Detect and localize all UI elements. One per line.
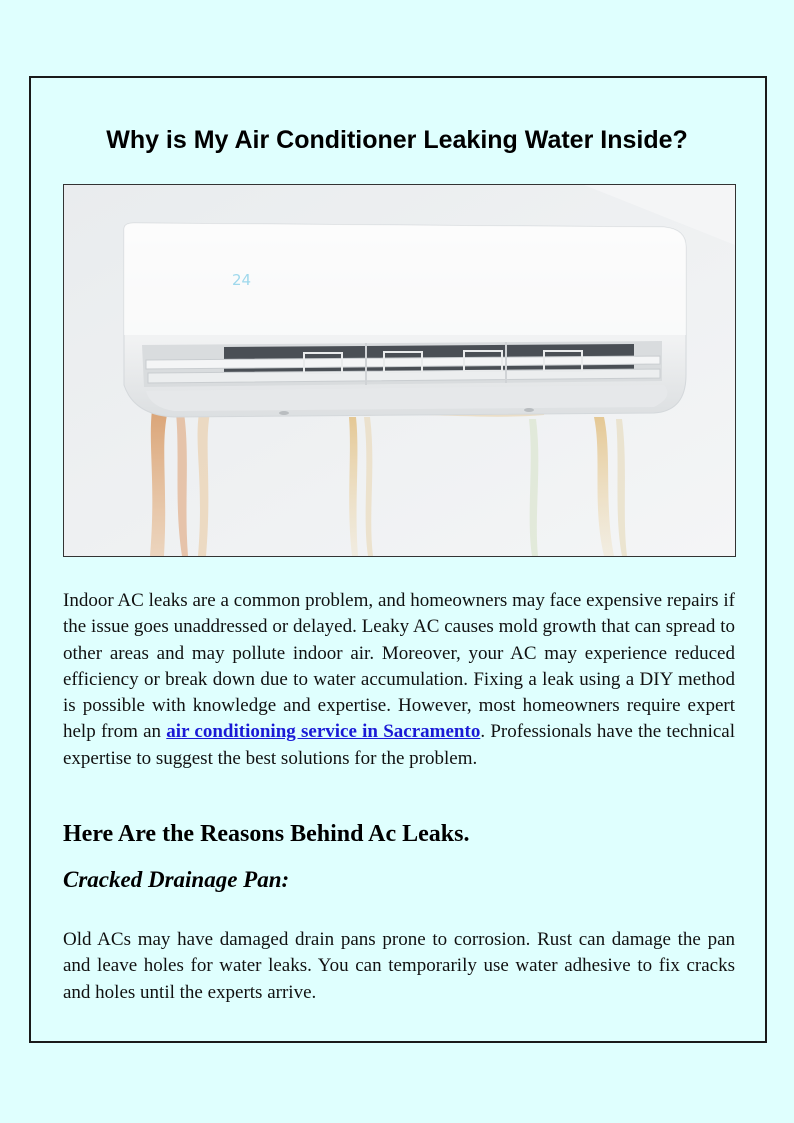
intro-text-start: Indoor AC leaks are a common problem, and homeowners may face expensive repairs if the issue goes unaddressed or delayed. Leaky AC causes mold growth that can spread to other areas and may pollute indoor air. Moreover, your AC may experience reduced efficiency or break down due to water accumulation. Fixing a leak using a DIY method is possible with knowledge and expertise. However, most homeowners require expert help from an [63,590,735,743]
ac-service-sacramento-link[interactable]: air conditioning service in Sacramento [166,721,481,743]
page-title: Why is My Air Conditioner Leaking Water Inside? [106,126,688,154]
ac-display-reading: 24 [232,271,252,289]
intro-text-end: . Professionals have the technical expertise to suggest the best solutions for the problem. [63,721,736,769]
section-heading: Here Are the Reasons Behind Ac Leaks. [63,821,470,847]
intro-paragraph [63,588,735,772]
subsection-heading: Cracked Drainage Pan: [63,867,290,892]
hero-image-leaking-ac [63,184,736,557]
cracked-pan-paragraph: Old ACs may have damaged drain pans prone to corrosion. Rust can damage the pan and leave holes for water leaks. You can temporarily use water adhesive to fix cracks and holes until the experts arrive. [63,929,735,1003]
wall-ac-unit [124,223,686,417]
